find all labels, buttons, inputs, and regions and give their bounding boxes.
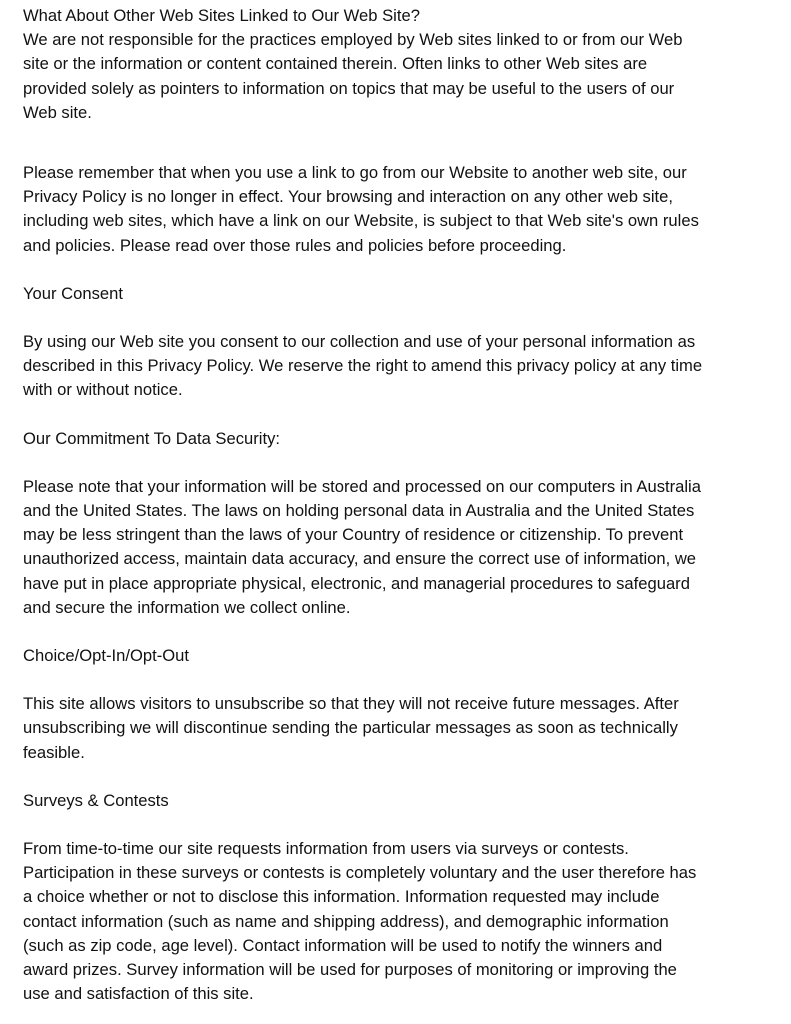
security-heading: Our Commitment To Data Security: <box>23 428 280 448</box>
consent-heading: Your Consent <box>23 283 123 303</box>
linked-sites-heading: What About Other Web Sites Linked to Our Web Site? <box>23 6 420 25</box>
linked-sites-body: We are not responsible for the practices employed by Web sites linked to or from our Web site or the information or content contained therein. Often links to other Web sites are provided solely as pointers to information on topics that may be useful to the users of our Web site. <box>23 30 683 122</box>
privacy-policy-document <box>23 4 775 1007</box>
linked-sites-reminder: Please remember that when you use a link to go from our Website to another web site, our Privacy Policy is no longer in effect. Your browsing and interaction on any other web site, including web sites, which have a link on our Website, is subject to that Web site's own rules and policies. Please read over those rules and policies before proceeding. <box>23 163 699 255</box>
security-body: Please note that your information will be stored and processed on our computers in Australia and the United States. The laws on holding personal data in Australia and the United States may be less stringent than the laws of your Country of residence or citizenship. To prevent unauthorized access, maintain data accuracy, and ensure the correct use of information, we have put in place appropriate physical, electronic, and managerial procedures to safeguard and secure the information we collect online. <box>23 476 701 617</box>
consent-body: By using our Web site you consent to our collection and use of your personal information as described in this Privacy Policy. We reserve the right to amend this privacy policy at any time with or without notice. <box>23 332 703 400</box>
surveys-heading: Surveys & Contests <box>23 790 169 810</box>
surveys-body: From time-to-time our site requests information from users via surveys or contests. Participation in these surveys or contests is completely voluntary and the user therefore has a choice whether or not to disclose this information. Information requested may include contact information (such as name and shipping address), and demographic information (such as zip code, age level). Contact information will be used to notify the winners and award prizes. Survey information will be used for purposes of monitoring or improving the use and satisfaction of this site. <box>23 839 697 1004</box>
choice-body: This site allows visitors to unsubscribe so that they will not receive future messages. After unsubscribing we will discontinue sending the particular messages as soon as technically feasible. <box>23 694 679 762</box>
choice-heading: Choice/Opt-In/Opt-Out <box>23 646 190 666</box>
